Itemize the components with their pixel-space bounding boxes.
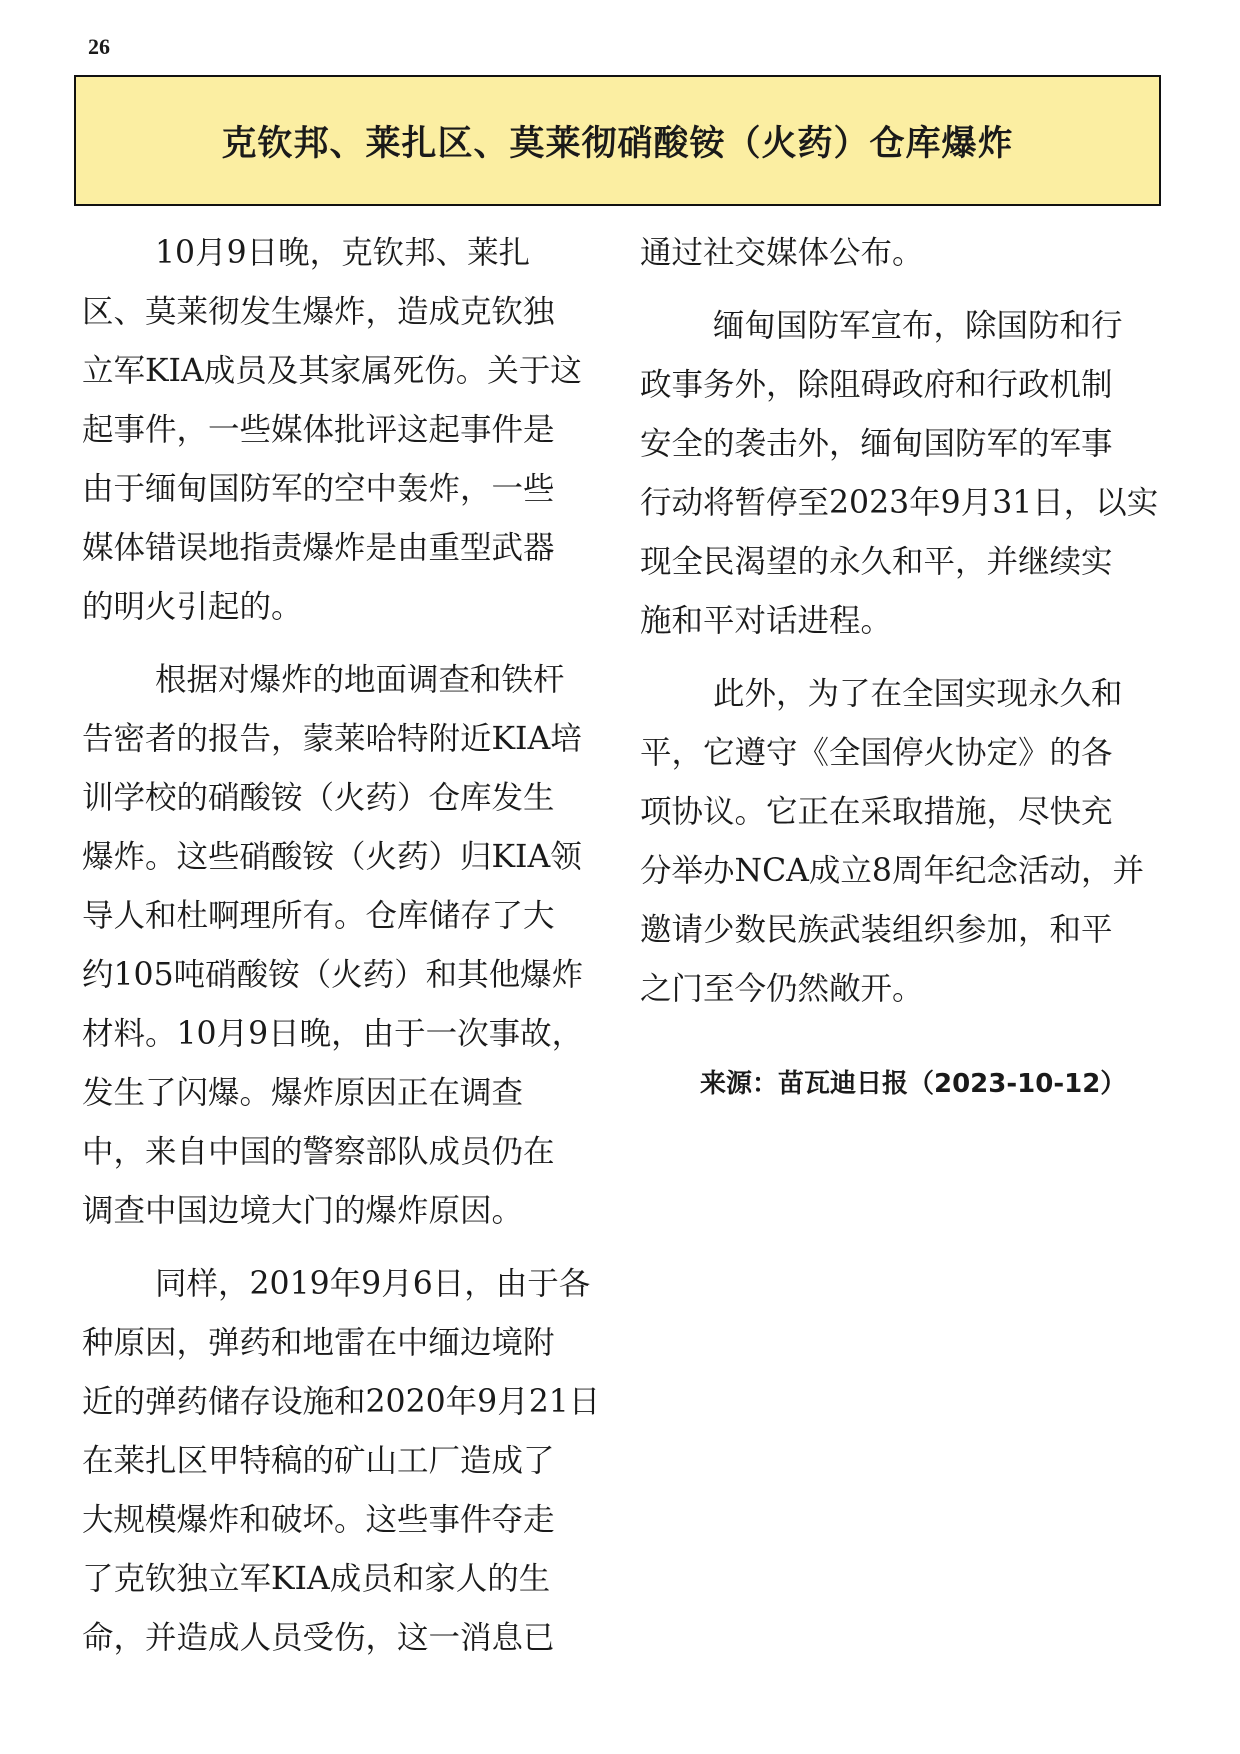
text-line: 爆炸。这些硝酸铵（火药）归KIA领 [82,839,582,875]
text-line: 媒体错误地指责爆炸是由重型武器 [82,530,555,566]
text-line: 根据对爆炸的地面调查和铁杆 [155,662,565,698]
right-column [640,224,1160,1019]
text-line: 告密者的报告，蒙莱哈特附近KIA培 [82,721,582,757]
paragraph-gap [82,637,602,651]
text-line: 约105吨硝酸铵（火药）和其他爆炸 [82,957,584,993]
paragraph-gap [640,651,1160,665]
paragraph-5 [640,665,1160,1019]
text-line: 了克钦独立军KIA成员和家人的生 [82,1561,551,1597]
source-attribution: 来源：苗瓦迪日报（2023-10-12） [700,1069,1127,1099]
text-line: 项协议。它正在采取措施，尽快充 [640,794,1113,830]
text-line: 近的弹药储存设施和2020年9月21日 [82,1384,601,1420]
text-line: 现全民渴望的永久和平，并继续实 [640,544,1113,580]
paragraph-gap [640,283,1160,297]
paragraph-3 [82,1255,602,1668]
text-line: 施和平对话进程。 [640,603,893,639]
text-line: 立军KIA成员及其家属死伤。关于这 [82,353,582,389]
text-line: 此外，为了在全国实现永久和 [713,676,1123,712]
text-line: 训学校的硝酸铵（火药）仓库发生 [82,780,555,816]
text-line: 发生了闪爆。爆炸原因正在调查 [82,1075,524,1111]
left-column [82,224,602,1668]
page-number: 26 [88,34,110,59]
text-line: 大规模爆炸和破坏。这些事件夺走 [82,1502,555,1538]
text-line: 安全的袭击外，缅甸国防军的军事 [640,426,1113,462]
text-line: 区、莫莱彻发生爆炸，造成克钦独 [82,294,555,330]
text-line: 材料。10月9日晚，由于一次事故， [82,1016,584,1052]
text-line: 同样，2019年9月6日，由于各 [155,1266,591,1302]
text-line: 中，来自中国的警察部队成员仍在 [82,1134,555,1170]
text-line: 行动将暂停至2023年9月31日，以实 [640,485,1159,521]
text-line: 命，并造成人员受伤，这一消息已 [82,1620,555,1656]
text-line: 在莱扎区甲特稿的矿山工厂造成了 [82,1443,555,1479]
text-line: 分举办NCA成立8周年纪念活动，并 [640,853,1144,889]
text-line: 平，它遵守《全国停火协定》的各 [640,735,1113,771]
text-line: 调查中国边境大门的爆炸原因。 [82,1193,524,1229]
text-line: 种原因，弹药和地雷在中缅边境附 [82,1325,555,1361]
paragraph-continuation [640,224,1160,283]
text-line: 通过社交媒体公布。 [640,235,924,271]
paragraph-gap [82,1241,602,1255]
text-line: 由于缅甸国防军的空中轰炸，一些 [82,471,555,507]
text-line: 的明火引起的。 [82,589,303,625]
text-line: 起事件，一些媒体批评这起事件是 [82,412,555,448]
text-line: 缅甸国防军宣布，除国防和行 [713,308,1123,344]
text-line: 邀请少数民族武装组织参加，和平 [640,912,1113,948]
title-box [74,75,1161,206]
text-line: 导人和杜啊理所有。仓库储存了大 [82,898,555,934]
text-line: 之门至今仍然敞开。 [640,971,924,1007]
text-line: 政事务外，除阻碍政府和行政机制 [640,367,1113,403]
text-line: 10月9日晚，克钦邦、莱扎 [155,235,531,271]
article-title: 克钦邦、莱扎区、莫莱彻硝酸铵（火药）仓库爆炸 [221,123,1014,164]
paragraph-4 [640,297,1160,651]
paragraph-1 [82,224,602,637]
paragraph-2 [82,651,602,1241]
